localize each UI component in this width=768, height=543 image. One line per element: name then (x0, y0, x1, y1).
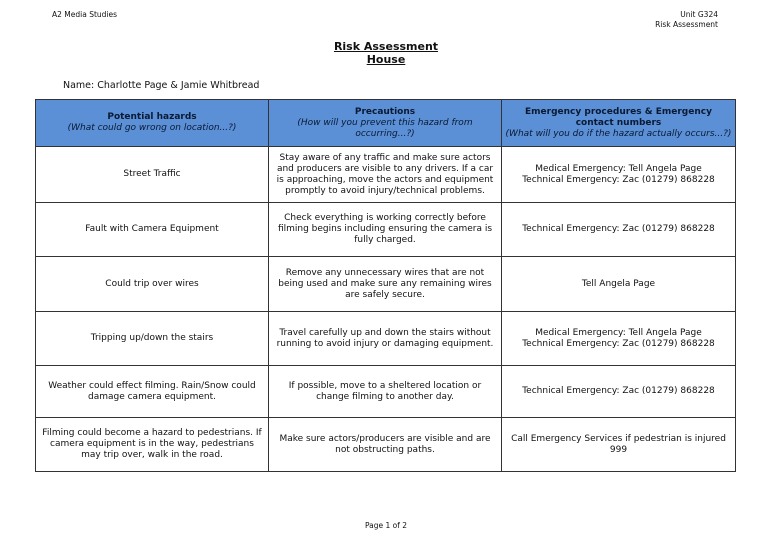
title-sub: House (366, 53, 406, 66)
table-header-row (36, 100, 736, 147)
precaution-cell: Travel carefully up and down the stairs without running to avoid injury or damaging equipment. (269, 312, 502, 366)
page-number: Page 1 of 2 (364, 521, 408, 530)
column-header-precautions: Precautions (How will you prevent this hazard from occurring...?) (269, 100, 502, 147)
hazard-cell: Street Traffic (36, 147, 269, 203)
page-title (0, 40, 768, 66)
column-header-hazards: Potential hazards (What could go wrong on location...?) (36, 100, 269, 147)
hazard-cell: Tripping up/down the stairs (36, 312, 269, 366)
table-row (36, 366, 736, 418)
precaution-cell: Stay aware of any traffic and make sure actors and producers are visible to any drivers. If a car is approaching, move the actors and equipment promptly to avoid injury/technical problems. (269, 147, 502, 203)
student-names: Name: Charlotte Page & Jamie Whitbread (63, 80, 260, 91)
table-row (36, 418, 736, 472)
precaution-cell: Check everything is working correctly before filming begins including ensuring the camera is fully charged. (269, 203, 502, 257)
table-row (36, 203, 736, 257)
header-unit (655, 10, 718, 30)
hazard-cell: Fault with Camera Equipment (36, 203, 269, 257)
emergency-cell: Call Emergency Services if pedestrian is injured 999 (502, 418, 736, 472)
title-main: Risk Assessment (333, 40, 439, 53)
emergency-cell: Tell Angela Page (502, 257, 736, 312)
hazard-cell: Could trip over wires (36, 257, 269, 312)
precaution-cell: Remove any unnecessary wires that are not being used and make sure any remaining wires are safely secure. (269, 257, 502, 312)
header-doc-type: Risk Assessment (655, 20, 718, 29)
precaution-cell: Make sure actors/producers are visible and are not obstructing paths. (269, 418, 502, 472)
table-row (36, 147, 736, 203)
emergency-cell: Medical Emergency: Tell Angela Page Technical Emergency: Zac (01279) 868228 (502, 147, 736, 203)
emergency-cell: Technical Emergency: Zac (01279) 868228 (502, 203, 736, 257)
precaution-cell: If possible, move to a sheltered location or change filming to another day. (269, 366, 502, 418)
header-unit-code: Unit G324 (680, 10, 718, 19)
table-row (36, 312, 736, 366)
column-header-emergency: Emergency procedures & Emergency contact numbers (What will you do if the hazard actually occurs...?) (502, 100, 736, 147)
header-course: A2 Media Studies (52, 10, 118, 19)
risk-table (35, 99, 736, 472)
emergency-cell: Medical Emergency: Tell Angela Page Technical Emergency: Zac (01279) 868228 (502, 312, 736, 366)
hazard-cell: Weather could effect filming. Rain/Snow could damage camera equipment. (36, 366, 269, 418)
emergency-cell: Technical Emergency: Zac (01279) 868228 (502, 366, 736, 418)
table-row (36, 257, 736, 312)
hazard-cell: Filming could become a hazard to pedestrians. If camera equipment is in the way, pedestrians may trip over, walk in the road. (36, 418, 269, 472)
